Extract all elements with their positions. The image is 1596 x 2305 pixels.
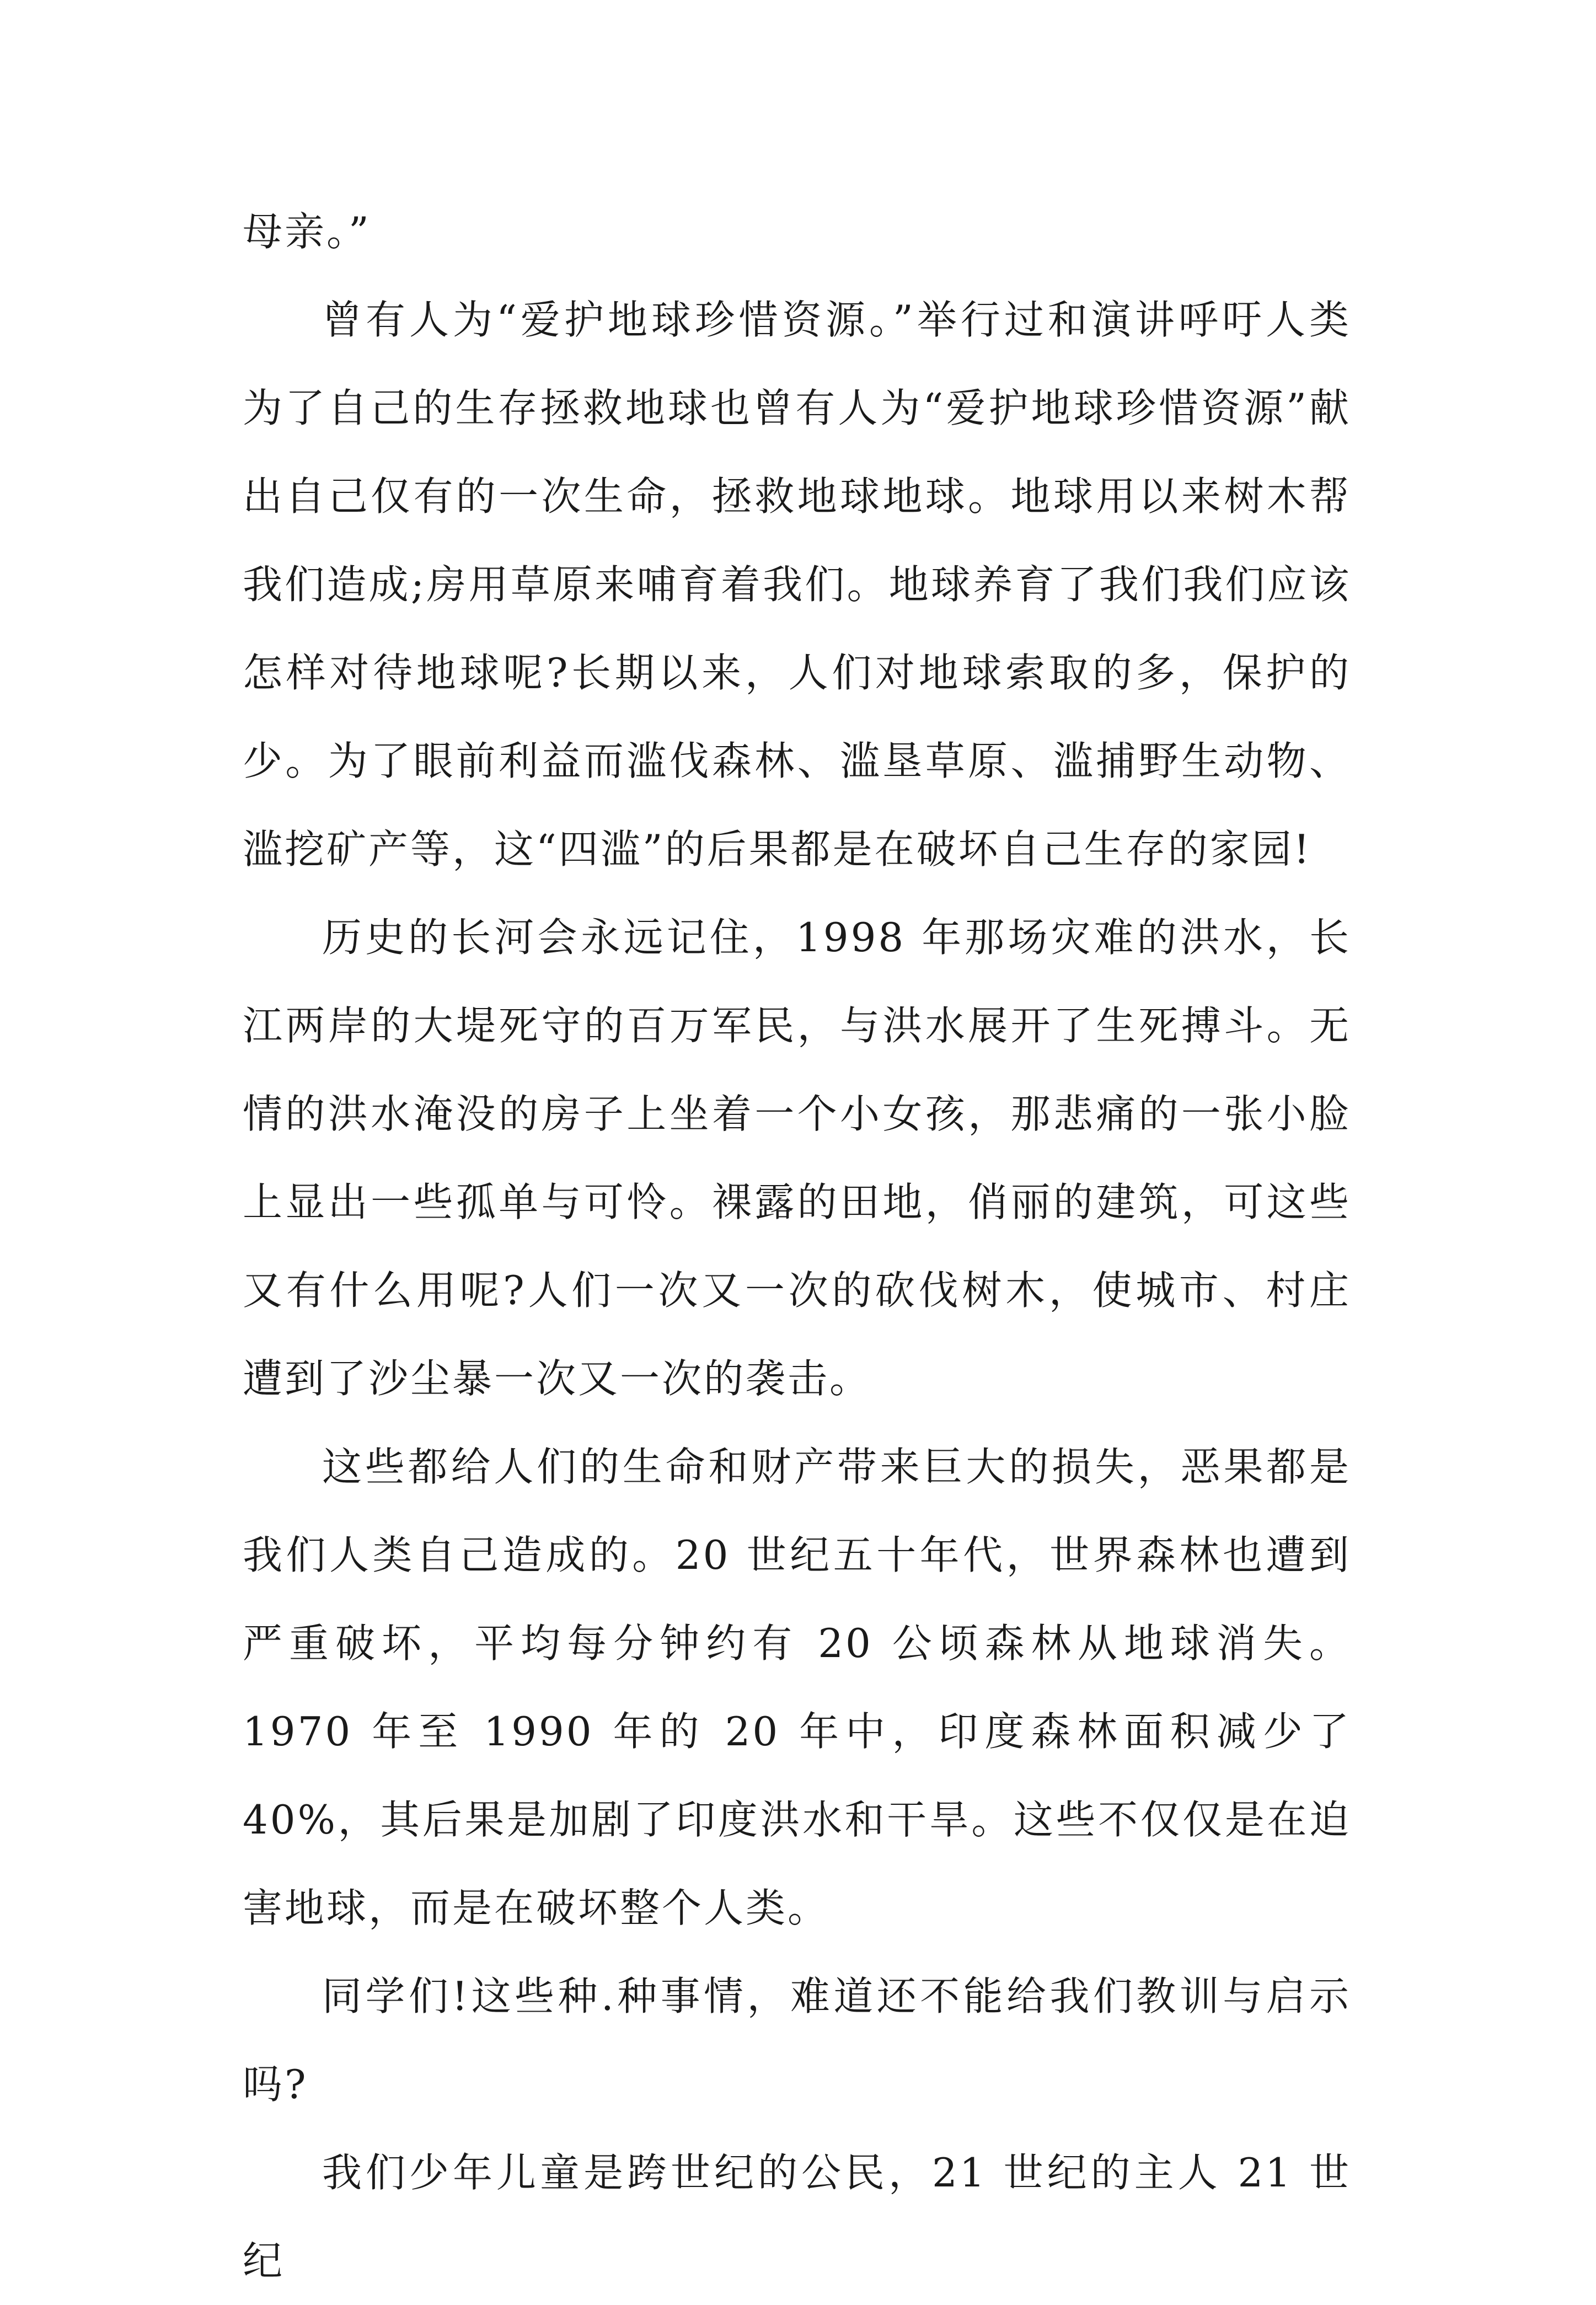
paragraph-earth-resources: 曾有人为“爱护地球珍惜资源。”举行过和演讲呼吁人类为了自己的生存拯救地球也曾有人为“爱护地球珍惜资源”献出自己仅有的一次生命，拯救地球地球。地球用以来树木帮我们造成;房用草原来哺育着我们。地球养育了我们我们应该怎样对待地球呢?长期以来，人们对地球索取的多，保护的少。为了眼前利益而滥伐森林、滥垦草原、滥捕野生动物、滥挖矿产等，这“四滥”的后果都是在破坏自己生存的家园!	[243, 297, 1351, 872]
document-body	[243, 187, 1351, 2305]
paragraph-21st-century: 我们少年儿童是跨世纪的公民，21 世纪的主人 21 世纪	[243, 2149, 1351, 2284]
paragraph-forest-loss: 这些都给人们的生命和财产带来巨大的损失，恶果都是我们人类自己造成的。20 世纪五十年代，世界森林也遭到严重破坏，平均每分钟约有 20 公顷森林从地球消失。1970 年至 1990 年的 20 年中，印度森林面积减少了 40%，其后果是加剧了印度洪水和干旱。这些不仅仅是在迫害地球，而是在破坏整个人类。	[243, 1444, 1351, 1931]
paragraph-continuation: 母亲。”	[243, 208, 371, 255]
paragraph-classmates: 同学们!这些种.种事情，难道还不能给我们教训与启示吗?	[243, 1973, 1351, 2108]
paragraph-1998-flood: 历史的长河会永远记住，1998 年那场灾难的洪水，长江两岸的大堤死守的百万军民，与洪水展开了生死搏斗。无情的洪水淹没的房子上坐着一个小女孩，那悲痛的一张小脸上显出一些孤单与可怜。裸露的田地，俏丽的建筑，可这些又有什么用呢?人们一次又一次的砍伐树木，使城市、村庄遭到了沙尘暴一次又一次的袭击。	[243, 914, 1351, 1402]
